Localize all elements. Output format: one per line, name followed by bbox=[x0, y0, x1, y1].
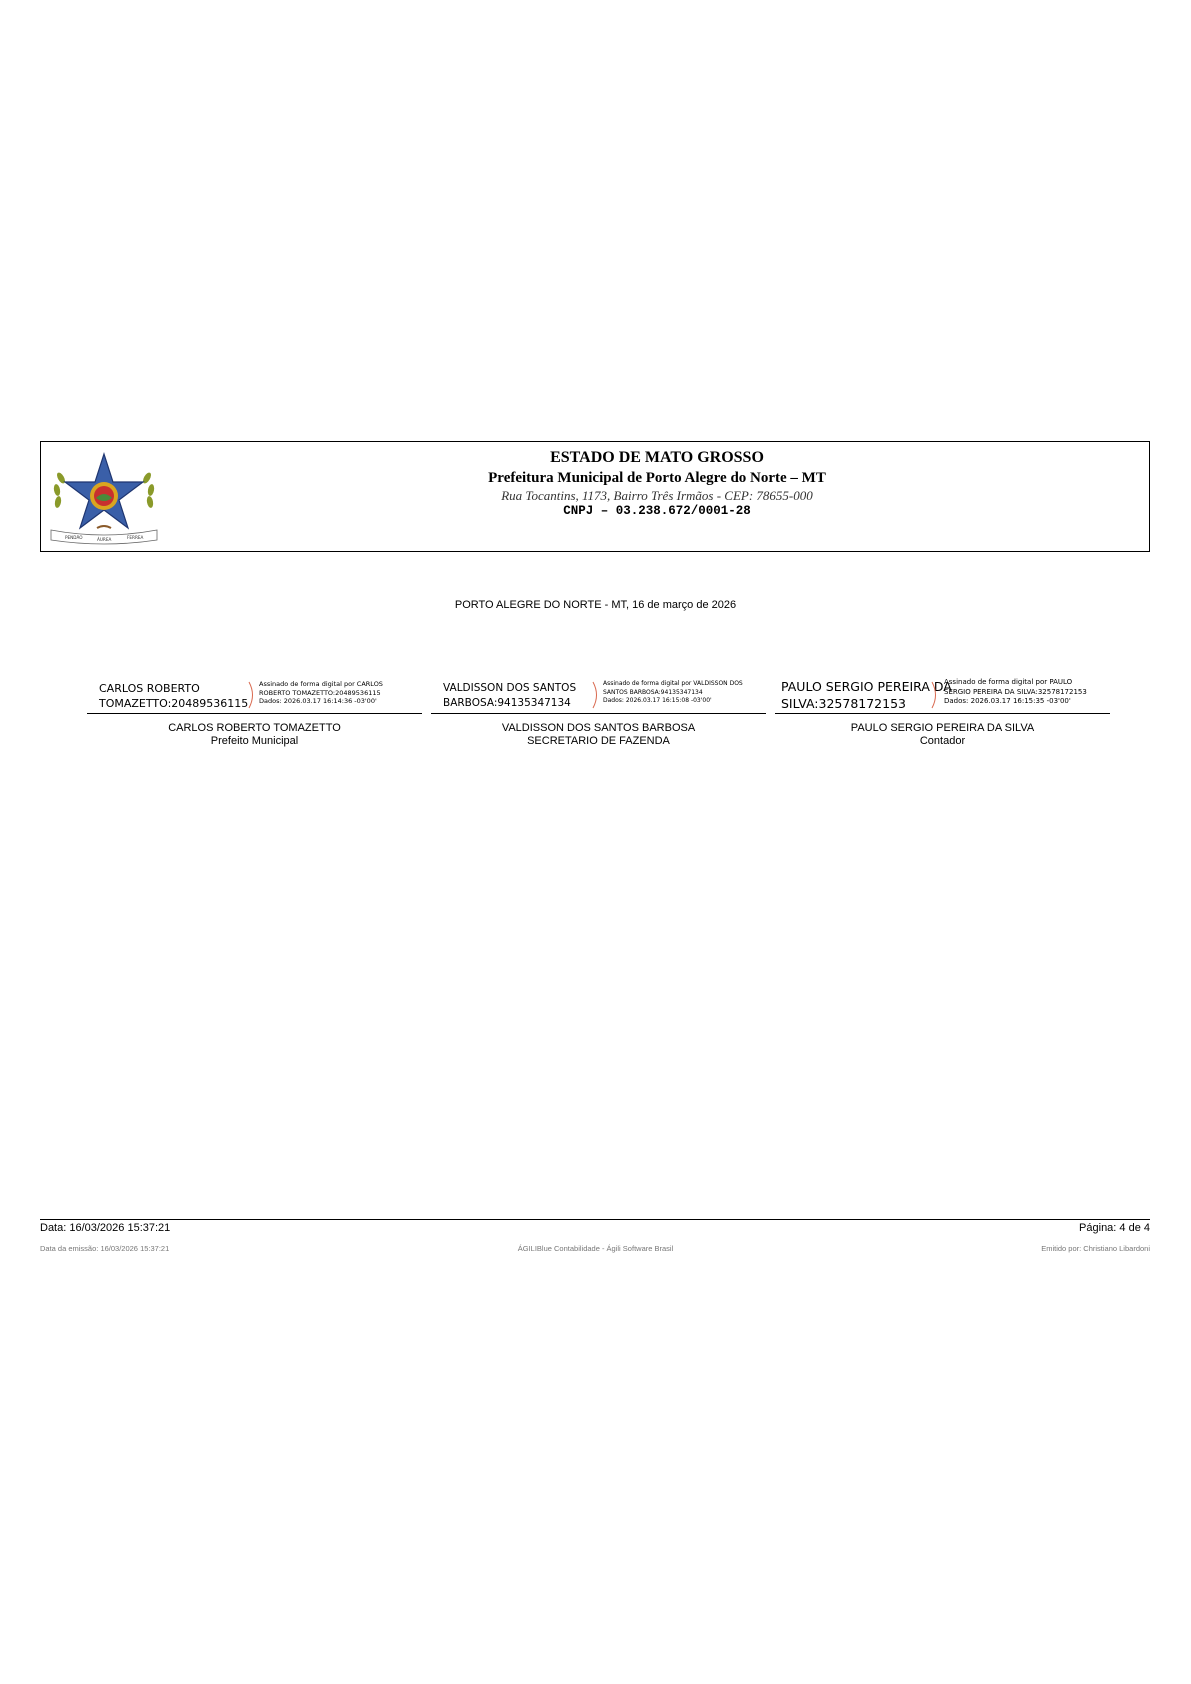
signer-role: Contador bbox=[919, 735, 966, 747]
signature-signer: CARLOS ROBERTO TOMAZETTO:20489536115 bbox=[99, 682, 249, 710]
svg-text:PENDÃO: PENDÃO bbox=[65, 535, 83, 540]
svg-text:ÁUREA: ÁUREA bbox=[97, 537, 112, 542]
state-title: ESTADO DE MATO GROSSO bbox=[550, 449, 764, 466]
place-date: PORTO ALEGRE DO NORTE - MT, 16 de março de 2026 bbox=[454, 599, 737, 611]
footer-divider bbox=[40, 1219, 1150, 1220]
signature-details: Assinado de forma digital por CARLOS ROBERTO TOMAZETTO:20489536115 Dados: 2026.03.17 16:14:36 -03'00' bbox=[259, 680, 383, 705]
letterhead-text bbox=[41, 448, 1149, 519]
emission-date: Data da emissão: 16/03/2026 15:37:21 bbox=[40, 1244, 170, 1253]
digital-signature bbox=[87, 675, 422, 714]
prefecture-title: Prefeitura Municipal de Porto Alegre do Norte – MT bbox=[488, 470, 826, 486]
cnpj-line: CNPJ – 03.238.672/0001-28 bbox=[563, 504, 751, 518]
signer-name: VALDISSON DOS SANTOS BARBOSA bbox=[501, 722, 696, 734]
signature-block-mayor bbox=[87, 675, 422, 755]
letterhead bbox=[40, 441, 1150, 552]
software-credit: ÁGILIBlue Contabilidade - Ágili Software Brasil bbox=[517, 1244, 674, 1253]
signature-arc-icon bbox=[247, 681, 257, 709]
signer-identification bbox=[775, 722, 1110, 748]
signer-role: SECRETARIO DE FAZENDA bbox=[527, 735, 670, 747]
signature-details: Assinado de forma digital por PAULO SERGIO PEREIRA DA SILVA:32578172153 Dados: 2026.03.17 16:15:35 -03'00' bbox=[944, 678, 1087, 705]
issued-by: Emitido por: Christiano Libardoni bbox=[1041, 1244, 1150, 1253]
signature-arc-icon bbox=[591, 681, 601, 709]
digital-signature bbox=[431, 675, 766, 714]
signature-block-accountant bbox=[775, 675, 1110, 755]
signer-name: PAULO SERGIO PEREIRA DA SILVA bbox=[850, 722, 1035, 734]
signature-block-secretary bbox=[431, 675, 766, 755]
digital-signature bbox=[775, 675, 1110, 714]
signature-signer: PAULO SERGIO PEREIRA DA SILVA:32578172153 bbox=[781, 679, 952, 711]
signature-arc-icon bbox=[930, 681, 940, 709]
signature-details: Assinado de forma digital por VALDISSON DOS SANTOS BARBOSA:94135347134 Dados: 2026.03.17 16:15:08 -03'00' bbox=[603, 680, 743, 704]
signer-name: CARLOS ROBERTO TOMAZETTO bbox=[168, 722, 341, 734]
signer-identification bbox=[87, 722, 422, 748]
signer-role: Prefeito Municipal bbox=[210, 735, 299, 747]
address-line: Rua Tocantins, 1173, Bairro Três Irmãos - CEP: 78655-000 bbox=[501, 488, 813, 503]
signer-identification bbox=[431, 722, 766, 748]
page-number: Página: 4 de 4 bbox=[1079, 1222, 1150, 1234]
footer-date: Data: 16/03/2026 15:37:21 bbox=[40, 1222, 171, 1234]
svg-text:FERREA: FERREA bbox=[127, 535, 144, 540]
signature-signer: VALDISSON DOS SANTOS BARBOSA:94135347134 bbox=[443, 682, 577, 709]
